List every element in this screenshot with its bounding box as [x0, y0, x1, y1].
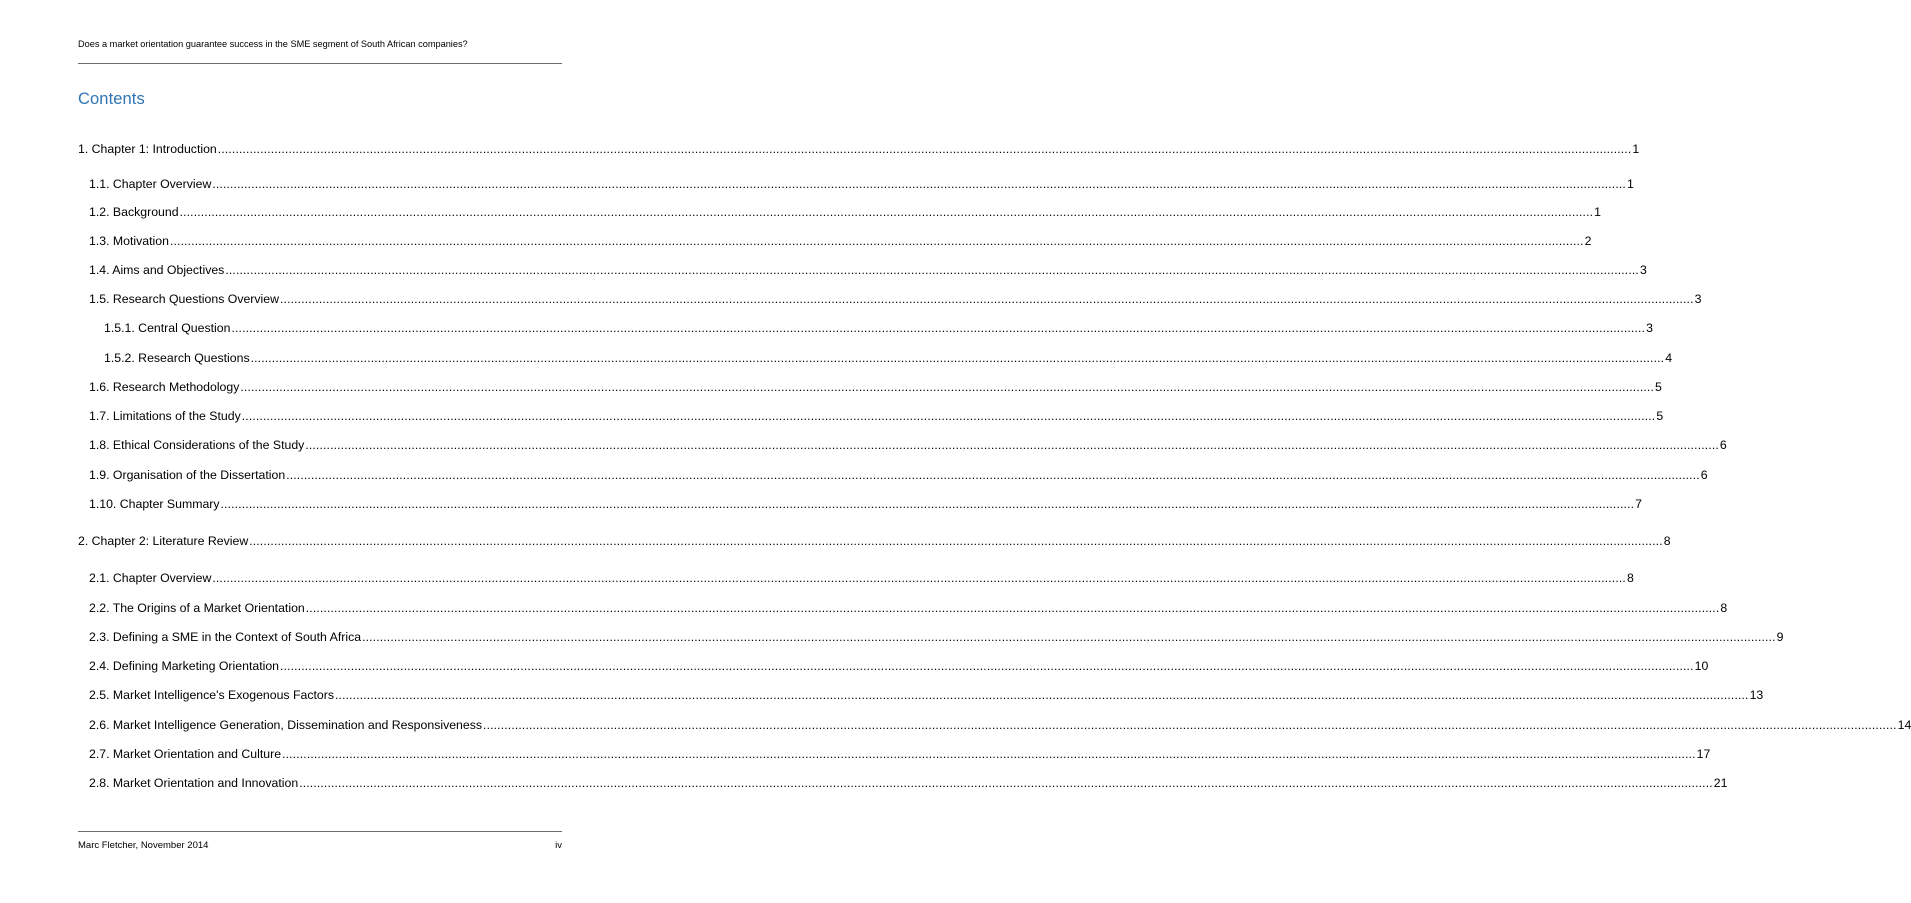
toc-dot-leader: ................................................................................................................................................................................................................................................................................................................................................................................................................	[280, 659, 1694, 673]
toc-entry-page: 6	[1700, 468, 1708, 482]
toc-entry-label: 1.4. Aims and Objectives	[89, 263, 225, 277]
toc-entry-page: 1	[1626, 177, 1634, 191]
toc-entry[interactable]	[89, 408, 1664, 424]
toc-entry-page: 1	[1594, 205, 1601, 219]
toc-entry-page: 2	[1584, 234, 1592, 248]
toc-entry-label: 1.7. Limitations of the Study	[89, 409, 241, 423]
toc-entry-page: 8	[1720, 601, 1728, 615]
toc-entry[interactable]	[78, 141, 1640, 157]
toc-dot-leader: ................................................................................................................................................................................................................................................................................................................................................................................................................	[169, 234, 1584, 248]
toc-entry-label: 2.6. Market Intelligence Generation, Dissemination and Responsiveness	[89, 718, 483, 732]
toc-dot-leader: ................................................................................................................................................................................................................................................................................................................................................................................................................	[217, 142, 1632, 156]
toc-entry-label: 1.5.2. Research Questions	[104, 351, 250, 365]
toc-entry-label: 1.5. Research Questions Overview	[89, 292, 280, 306]
toc-entry[interactable]	[89, 629, 1784, 645]
toc-entry-label: 2.3. Defining a SME in the Context of South Africa	[89, 630, 362, 644]
toc-entry-page: 17	[1696, 747, 1711, 761]
toc-entry-label: 1.10. Chapter Summary	[89, 497, 220, 511]
toc-entry-page: 8	[1663, 534, 1671, 548]
toc-entry-label: 1. Chapter 1: Introduction	[78, 142, 217, 156]
toc-dot-leader: ................................................................................................................................................................................................................................................................................................................................................................................................................	[225, 263, 1639, 277]
toc-entry[interactable]	[89, 262, 1647, 278]
toc-entry-page: 3	[1646, 321, 1653, 335]
footer-rule	[78, 831, 562, 832]
toc-entry[interactable]	[89, 570, 1634, 586]
toc-title: Contents	[78, 90, 145, 108]
toc-entry[interactable]	[78, 533, 1671, 549]
toc-dot-leader: ................................................................................................................................................................................................................................................................................................................................................................................................................	[212, 571, 1626, 585]
toc-dot-leader: ................................................................................................................................................................................................................................................................................................................................................................................................................	[249, 534, 1663, 548]
toc-entry-label: 1.5.1. Central Question	[104, 321, 231, 335]
toc-entry[interactable]	[89, 717, 1911, 733]
toc-entry[interactable]	[89, 467, 1708, 483]
toc-dot-leader: ................................................................................................................................................................................................................................................................................................................................................................................................................	[362, 630, 1776, 644]
toc-entry[interactable]	[89, 746, 1711, 762]
toc-entry-page: 6	[1719, 438, 1727, 452]
toc-dot-leader: ................................................................................................................................................................................................................................................................................................................................................................................................................	[335, 688, 1749, 702]
toc-entry[interactable]	[89, 379, 1662, 395]
toc-entry[interactable]	[89, 687, 1764, 703]
toc-entry-label: 1.1. Chapter Overview	[89, 177, 212, 191]
toc-entry-label: 2.4. Defining Marketing Orientation	[89, 659, 280, 673]
toc-dot-leader: ................................................................................................................................................................................................................................................................................................................................................................................................................	[241, 409, 1656, 423]
toc-dot-leader: ................................................................................................................................................................................................................................................................................................................................................................................................................	[286, 468, 1700, 482]
toc-entry-page: 5	[1656, 409, 1664, 423]
footer-author-date: Marc Fletcher, November 2014	[78, 840, 209, 851]
toc-entry-page: 3	[1639, 263, 1647, 277]
toc-entry-page: 4	[1665, 351, 1673, 365]
toc-entry[interactable]	[89, 176, 1634, 192]
toc-entry-label: 2.7. Market Orientation and Culture	[89, 747, 282, 761]
toc-dot-leader: ................................................................................................................................................................................................................................................................................................................................................................................................................	[282, 747, 1696, 761]
toc-entry-label: 2.1. Chapter Overview	[89, 571, 212, 585]
toc-entry-label: 2.5. Market Intelligence's Exogenous Factors	[89, 688, 334, 702]
toc-entry[interactable]	[89, 658, 1709, 674]
toc-entry-page: 7	[1635, 497, 1642, 511]
toc-entry-page: 5	[1654, 380, 1662, 394]
toc-dot-leader: ................................................................................................................................................................................................................................................................................................................................................................................................................	[299, 776, 1713, 790]
toc-dot-leader: ................................................................................................................................................................................................................................................................................................................................................................................................................	[250, 351, 1665, 365]
toc-entry-label: 2. Chapter 2: Literature Review	[78, 534, 249, 548]
toc-entry[interactable]	[89, 775, 1728, 791]
toc-entry-page: 10	[1694, 659, 1709, 673]
toc-entry[interactable]	[89, 600, 1728, 616]
toc-entry[interactable]	[89, 233, 1592, 249]
toc-entry[interactable]	[104, 320, 1653, 336]
toc-entry-label: 1.6. Research Methodology	[89, 380, 240, 394]
toc-entry-page: 8	[1626, 571, 1634, 585]
toc-entry-page: 13	[1749, 688, 1764, 702]
toc-entry[interactable]	[89, 437, 1727, 453]
toc-dot-leader: ................................................................................................................................................................................................................................................................................................................................................................................................................	[231, 321, 1646, 335]
toc-entry-page: 21	[1713, 776, 1728, 790]
toc-entry[interactable]	[89, 496, 1642, 512]
toc-entry[interactable]	[89, 204, 1601, 220]
footer-page-number: iv	[555, 840, 562, 851]
toc-entry-label: 1.8. Ethical Considerations of the Study	[89, 438, 305, 452]
toc-entry-page: 1	[1632, 142, 1640, 156]
toc-entry[interactable]	[104, 350, 1673, 366]
toc-entry-page: 14	[1897, 718, 1911, 732]
toc-dot-leader: ................................................................................................................................................................................................................................................................................................................................................................................................................	[179, 205, 1594, 219]
toc-dot-leader: ................................................................................................................................................................................................................................................................................................................................................................................................................	[240, 380, 1654, 394]
toc-entry-label: 1.2. Background	[89, 205, 179, 219]
toc-entry[interactable]	[89, 291, 1702, 307]
toc-dot-leader: ................................................................................................................................................................................................................................................................................................................................................................................................................	[483, 718, 1897, 732]
toc-entry-page: 3	[1694, 292, 1702, 306]
toc-dot-leader: ................................................................................................................................................................................................................................................................................................................................................................................................................	[305, 438, 1719, 452]
running-header: Does a market orientation guarantee success in the SME segment of South African companies?	[78, 39, 468, 49]
toc-entry-label: 2.2. The Origins of a Market Orientation	[89, 601, 305, 615]
toc-entry-page: 9	[1776, 630, 1784, 644]
toc-dot-leader: ................................................................................................................................................................................................................................................................................................................................................................................................................	[220, 497, 1635, 511]
toc-dot-leader: ................................................................................................................................................................................................................................................................................................................................................................................................................	[212, 177, 1626, 191]
toc-entry-label: 2.8. Market Orientation and Innovation	[89, 776, 299, 790]
toc-entry-label: 1.3. Motivation	[89, 234, 169, 248]
toc-dot-leader: ................................................................................................................................................................................................................................................................................................................................................................................................................	[280, 292, 1694, 306]
toc-dot-leader: ................................................................................................................................................................................................................................................................................................................................................................................................................	[305, 601, 1720, 615]
toc-entry-label: 1.9. Organisation of the Dissertation	[89, 468, 286, 482]
